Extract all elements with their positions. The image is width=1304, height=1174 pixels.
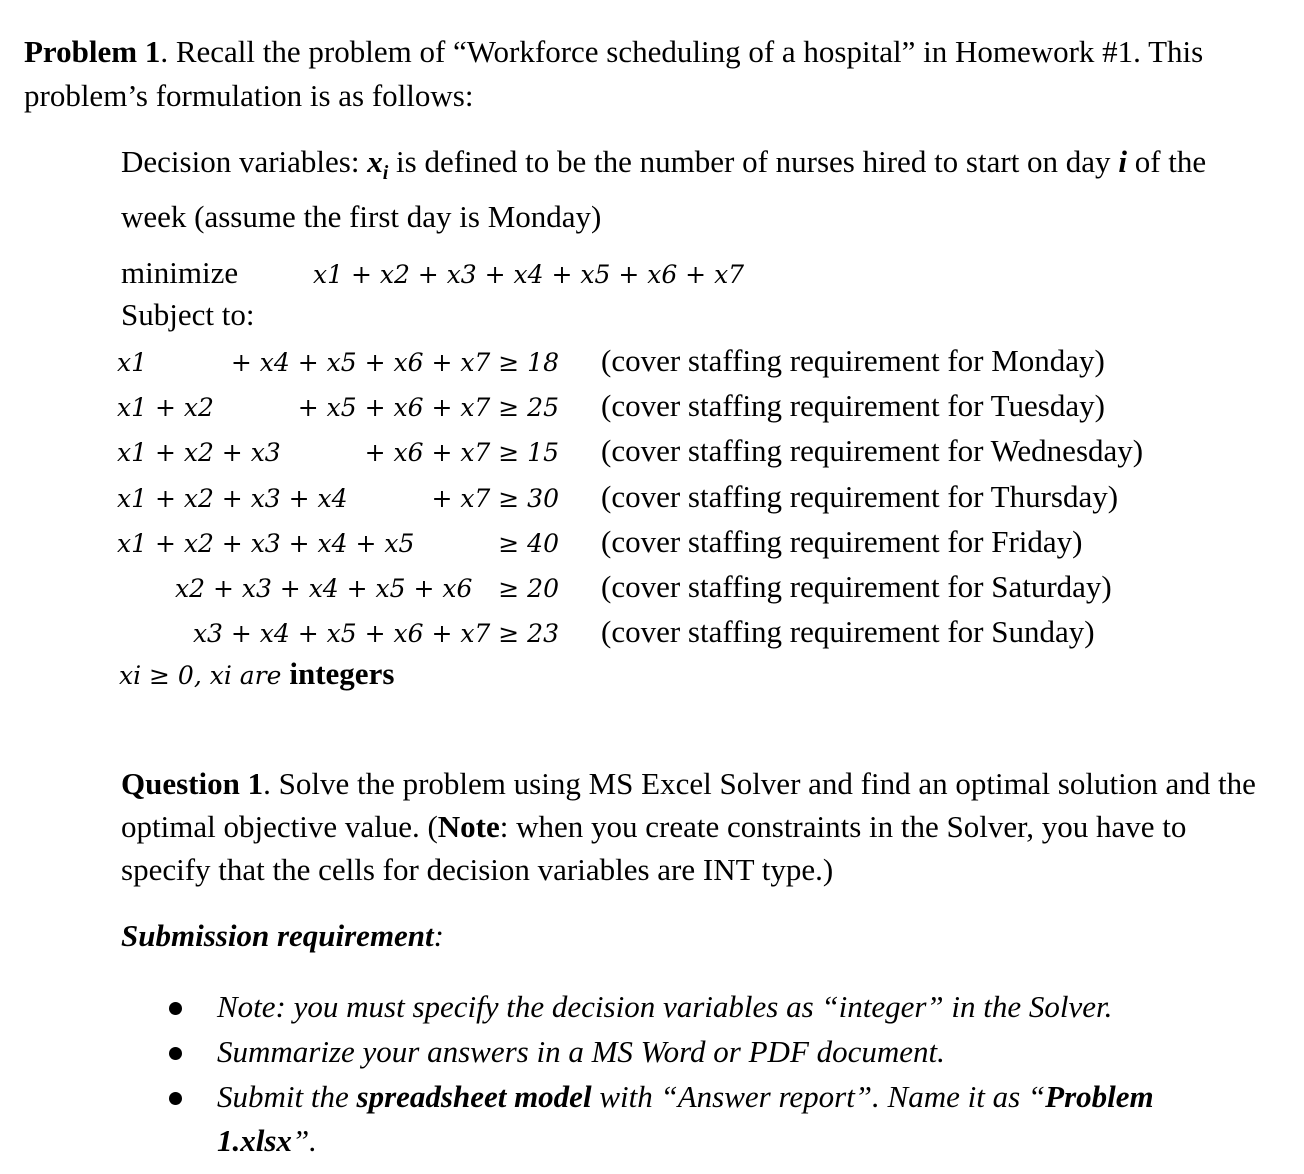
constraint-note: (cover staffing requirement for Friday) — [601, 524, 1083, 559]
question-text-1: . Solve the problem using MS Excel Solver and find an optimal solution and the optimal objective value. ( — [121, 766, 1256, 844]
bullet-item: Submit the spreadsheet model with “Answer report”. Name it as “Problem 1.xlsx”. — [165, 1075, 1205, 1163]
constraint-note: (cover staffing requirement for Monday) — [601, 343, 1105, 378]
constraint-rhs: ≥ 20 — [498, 574, 559, 603]
dv-mid: is defined to be the number of nurses hired to start on day — [388, 144, 1119, 179]
constraint-lhs: x1 — [117, 348, 148, 377]
intro-text: . Recall the problem of “Workforce scheduling of a hospital” in Homework #1. This problem’s formulation is as follows: — [24, 34, 1204, 113]
note-label: Note — [437, 809, 500, 844]
nonnegativity: xi ≥ 0, xi are integers — [119, 656, 395, 691]
constraint-note: (cover staffing requirement for Wednesday) — [601, 433, 1144, 468]
bullet-icon — [169, 1002, 182, 1015]
constraint-rhs: + x5 + x6 + x7 ≥ 25 — [297, 393, 559, 422]
constraint-rhs: + x4 + x5 + x6 + x7 ≥ 18 — [230, 348, 559, 377]
question-1 — [121, 762, 1271, 891]
dv-suffix: of the week (assume the first day is Monday) — [121, 144, 1207, 235]
constraint-rhs: x3 + x4 + x5 + x6 + x7 ≥ 23 — [192, 619, 559, 648]
constraint-lhs: x1 + x2 + x3 + x4 — [117, 484, 348, 513]
constraint-lhs: x1 + x2 — [117, 393, 214, 422]
problem-label: Problem 1 — [24, 34, 161, 69]
dv-var: $x_i$ — [367, 144, 389, 185]
bullet-icon — [169, 1092, 182, 1105]
subject-to-label: Subject to: — [121, 297, 255, 332]
submission-bullets — [165, 985, 1205, 1164]
dv-prefix: Decision variables: — [121, 144, 368, 179]
constraint-rhs: + x6 + x7 ≥ 15 — [364, 438, 559, 467]
bullet-icon — [169, 1047, 182, 1060]
constraint-note: (cover staffing requirement for Sunday) — [601, 614, 1095, 649]
constraint-lhs: x2 + x3 + x4 + x5 + x6 — [175, 574, 473, 603]
constraint-lhs: x1 + x2 + x3 + x4 + x5 — [117, 529, 415, 558]
bullet-item: Note: you must specify the decision variables as “integer” in the Solver. — [165, 985, 1205, 1029]
constraint-rhs: ≥ 40 — [498, 529, 559, 558]
objective-function: x1 + x2 + x3 + x4 + x5 + x6 + x7 — [313, 260, 745, 289]
integers-label: integers — [289, 656, 395, 691]
constraint-rhs: + x7 ≥ 30 — [431, 484, 559, 513]
decision-variables — [121, 140, 1271, 239]
minimize-label: minimize — [121, 255, 239, 290]
constraint-lhs: x1 + x2 + x3 — [117, 438, 281, 467]
question-label: Question 1 — [121, 766, 264, 801]
dv-day-var: i — [1118, 144, 1127, 179]
intro-paragraph — [24, 30, 1284, 118]
submission-heading: Submission requirement: — [121, 918, 444, 953]
constraint-note: (cover staffing requirement for Saturday) — [601, 569, 1112, 604]
bullet-item: Summarize your answers in a MS Word or PDF document. — [165, 1030, 1205, 1074]
constraint-note: (cover staffing requirement for Tuesday) — [601, 388, 1105, 423]
question-text-2: : when you create constraints in the Solver, you have to specify that the cells for decision variables are INT type.) — [121, 809, 1187, 887]
constraint-note: (cover staffing requirement for Thursday) — [601, 479, 1119, 514]
